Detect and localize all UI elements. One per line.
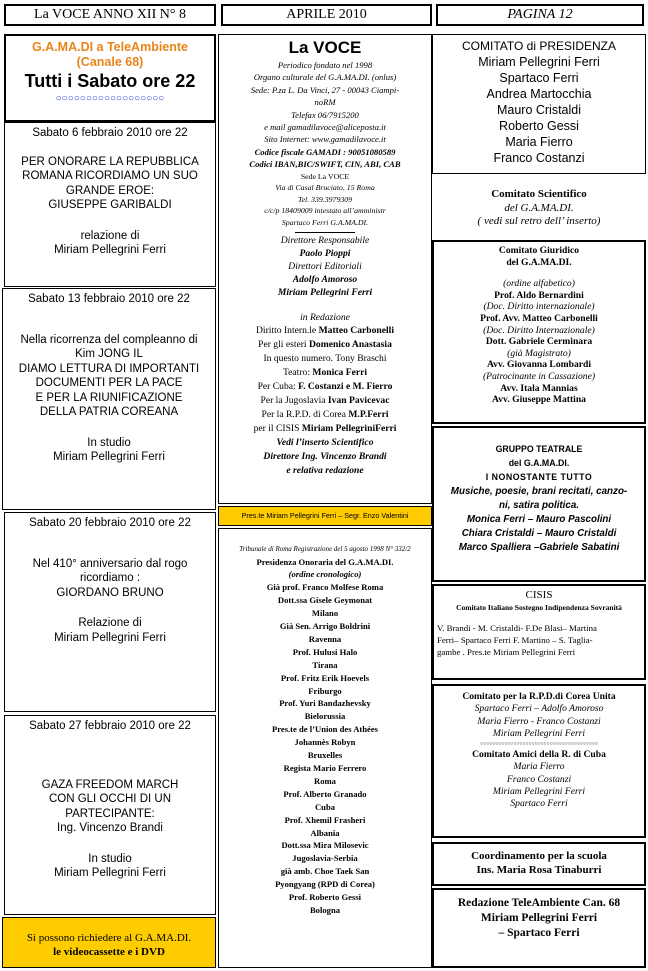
honorary-member: Dott.ssa Gisele Geymonat [277,595,373,606]
director-name: Paolo Pioppi [299,247,351,259]
event-presenter: Miriam Pellegrini Ferri [54,867,166,879]
member: Domenico Anastasia [309,338,392,350]
event-note: In studio [87,436,131,449]
member: Miriam PellegriniFerri [301,422,397,434]
event-note: Relazione di [78,617,142,629]
event-line: DELLA PATRIA COREANA [39,406,179,418]
teatro-desc: Musiche, poesie, brani recitati, canzo- [450,485,628,497]
redazione-item [219,394,431,408]
honorary-member: Già Sen. Arrigo Boldrini [279,621,371,632]
role: Per la Jugoslavia [260,394,328,406]
divider [295,232,355,233]
scientifico-line: ( vedi sul retro dell’ inserto) [477,215,601,227]
honorary-city: Cuba [314,801,336,812]
event-date: Sabato 20 febbraio 2010 ore 22 [29,517,191,529]
honorary-city: Pyongyang (RPD di Corea) [275,879,375,890]
cisis-box [432,584,646,680]
promo-channel: (Canale 68) [76,55,144,69]
editor-name: Miriam Pellegrini Ferri [277,286,373,298]
date-label: APRILE 2010 [286,7,367,22]
honorary-member: Prof. Fritz Erik Hoevels [280,672,370,683]
giuridico-note: (già Magistrato) [507,347,571,359]
presidenza-member: Roberto Gessi [499,119,579,133]
cuba-member: Franco Costanzi [506,773,572,785]
giuridico-member: Avv. Giovanna Lombardi [486,359,592,371]
event-presenter: Miriam Pellegrini Ferri [54,631,166,644]
event-4 [4,715,216,915]
cisis-members: Ferri– Spartaco Ferri F. Martino – S. Taglia- [437,635,593,645]
cisis-subtitle: Comitato Italiano Sostegno Indipendenza Sovranità [456,603,622,612]
promo-schedule: Tutti i Sabato ore 22 [24,71,196,91]
presidenza-box [432,34,646,174]
giuridico-title: del G.A.MA.DI. [506,256,572,268]
redazione-item [219,380,431,394]
scuola-title: Coordinamento per la scuola [471,850,607,862]
scientifico-line: del G.A.MA.DI. [504,201,574,214]
event-line: ricordiamo : [79,572,141,584]
editor-name: Adolfo Amoroso [292,273,358,285]
promo-title: G.A.MA.DI a TeleAmbiente [31,40,189,54]
honorary-member: Prof. Yuri Bandazhevsky [279,698,371,709]
honorary-member: Prof. Hulusi Halo [292,646,358,657]
honorary-city: Jugoslavia-Serbia [292,853,358,864]
event-presenter: Miriam Pellegrini Ferri [53,451,165,463]
giuridico-title: Comitato Giuridico [498,245,580,256]
event-line: GAZA FREEDOM MARCH [41,778,179,791]
redazione-item [219,422,431,436]
redazione-item [219,324,431,338]
honorary-city: Bruxelles [307,750,343,761]
giuridico-box [432,240,646,424]
masthead-fiscal-code: Codice fiscale GAMADI : 90051080589 [254,146,396,157]
role: Teatro: [282,366,313,378]
scientific-note: Vedi l’inserto Scientifico [276,436,374,448]
teatro-members: Monica Ferri – Mauro Pascolini [466,514,612,526]
tribunale-registration: Tribunale di Roma Registrazione del 5 agosto 1998 N° 332/2 [239,545,411,553]
masthead-info: Tel. 339.3979309 [297,194,353,204]
redazione-item [219,408,431,422]
header-page [436,4,644,26]
masthead-title: La VOCE [288,38,362,57]
honorary-city: Roma [314,775,336,786]
event-line: PER ONORARE LA REPUBBLICA [21,155,199,168]
video-footer-line1: Si possono richiedere al G.A.MA.DI. [26,932,192,944]
teatro-members: Marco Spalliera –Gabriele Sabatini [458,542,620,554]
event-line: ROMANA RICORDIAMO UN SUO [22,170,198,182]
presidenza-member: Maria Fierro [505,135,573,149]
director-label: Direttore Responsabile [280,234,370,246]
masthead-info: c/c/p 18409009 intestato all’amministr [264,206,386,216]
cisis-members: V. Brandi - M. Cristaldi- F.De Blasi– Martina [437,623,597,633]
redazione-tv-title: Redazione TeleAmbiente Can. 68 [457,897,621,909]
redazione-label: in Redazione [300,311,350,323]
cisis-title: CISIS [525,589,553,601]
event-line: Ing. Vincenzo Brandi [57,822,163,834]
scientific-note: e relativa redazione [286,464,364,476]
teatro-box [432,426,646,582]
event-note: In studio [88,852,132,865]
event-date: Sabato 27 febbraio 2010 ore 22 [29,720,191,732]
event-line: GRANDE EROE: [65,184,155,197]
corea-title: Comitato per la R.P.D.di Corea Unita [462,691,616,702]
giuridico-member: Prof. Avv. Matteo Carbonelli [480,312,598,324]
redazione-item [219,366,431,380]
teatro-name: I NONOSTANTE TUTTO [485,472,593,483]
event-2 [2,288,216,510]
honorary-box [218,528,432,968]
cisis-members: gambe . Pres.te Miriam Pellegrini Ferri [437,647,576,657]
cuba-member: Maria Fierro [513,761,565,773]
event-line: CON GLI OCCHI DI UN [48,793,172,805]
video-footer-line2: le videocassette e i DVD [53,946,165,958]
honorary-city: Tirana [312,659,338,670]
redazione-tv-member: Miriam Pellegrini Ferri [480,912,598,924]
teatro-title: GRUPPO TEATRALE [495,444,583,454]
scientifico-box [432,188,646,229]
member: Monica Ferri [312,366,368,378]
redazione-tv-member: – Spartaco Ferri [498,927,580,939]
honorary-order: (ordine cronologico) [288,569,362,580]
honorary-member: Pres.te de l’Union des Athées [271,724,379,735]
cuba-member: Spartaco Ferri [510,798,568,810]
presidenza-member: Miriam Pellegrini Ferri [478,55,600,69]
masthead-info: Spartaco Ferri G.A.MA.DI. [281,218,369,228]
honorary-city: Bologna [309,904,341,915]
event-line: GIUSEPPE GARIBALDI [48,199,172,211]
honorary-city: Friburgo [308,685,342,696]
event-date: Sabato 13 febbraio 2010 ore 22 [28,293,190,305]
masthead-website: Sito Internet: www.gamadilavoce.it [264,134,386,145]
president-bar [218,506,432,526]
honorary-member: Già prof. Franco Molfese Roma [266,582,384,593]
role: Diritto Intern.le [255,324,319,336]
event-line: PARTECIPANTE: [65,807,155,820]
member: Ivan Pavicevac [327,394,390,406]
honorary-member: Regista Mario Ferrero [283,763,367,773]
giuridico-member: Avv. Itala Mannias [500,382,578,394]
page-label: PAGINA 12 [507,7,573,22]
masthead-info: Organo culturale del G.A.MA.DI. (onlus) [253,72,397,83]
video-footer [2,917,216,968]
teatro-members: Chiara Cristaldi – Mauro Cristaldi [461,528,617,540]
masthead-info: Periodico fondato nel 1998 [277,60,373,70]
cuba-member: Miriam Pellegrini Ferri [492,786,586,798]
giuridico-member: Prof. Aldo Bernardini [494,289,584,301]
event-line: Nel 410° anniversario dal rogo [32,557,188,570]
honorary-title: Presidenza Onoraria del G.A.MA.DI. [256,556,394,567]
presidenza-title: COMITATO di PRESIDENZA [461,39,617,53]
teatro-title: del G.A.MA.DI. [508,458,570,469]
separator-dots: ○○○○○○○○○○○○○○○○○○○○○○○○○○○○○○○○○○○○○○○ [480,742,598,748]
redazione-item [219,338,431,352]
role: Per la R.P.D. di Corea [261,408,349,420]
event-date: Sabato 6 febbraio 2010 ore 22 [32,127,188,139]
event-line: DIAMO LETTURA DI IMPORTANTI [18,362,200,375]
masthead-bank-codes: Codici IBAN,BIC/SWIFT, CIN, ABI, CAB [249,159,401,170]
giuridico-note: (Doc. Diritto internazionale) [483,301,595,313]
header-date [221,4,432,26]
role: In questo numero. Tony Braschi [263,352,387,364]
event-1 [4,122,216,287]
masthead-info: Sede: P.za L. Da Vinci, 27 - 00043 Ciampi- [250,84,400,95]
giuridico-member: Avv. Giuseppe Mattina [492,394,586,406]
honorary-member: Johannès Robyn [294,737,356,748]
member: Matteo Carbonelli [318,324,394,336]
promo-dots: ○○○○○○○○○○○○○○○○○○ [55,93,165,104]
honorary-city: Bielorussia [304,711,346,722]
president-secretary: Pres.te Miriam Pellegrini Ferri – Segr. Enzo Valentini [241,511,409,520]
masthead-info: Via di Casal Bruciato, 15 Roma [275,183,375,193]
presidenza-member: Spartaco Ferri [499,71,579,85]
role: Per gli esteri [258,338,309,350]
event-note: relazione di [80,229,140,242]
event-line: GIORDANO BRUNO [56,586,164,599]
masthead-info: Telefax 06/7915200 [291,109,359,120]
header-issue [4,4,216,26]
presidenza-member: Mauro Cristaldi [496,103,582,117]
giuridico-note: (Doc. Diritto Internazionale) [483,324,595,336]
role: per il CISIS [253,422,302,434]
honorary-city: Ravenna [308,633,342,644]
event-line: DOCUMENTI PER LA PACE [35,377,183,389]
promo-box [4,34,216,122]
corea-box [432,684,646,838]
honorary-member: Dott.ssa Mira Milosevic [281,840,369,851]
scientifico-title: Comitato Scientifico [491,188,587,200]
event-line: E PER LA RIUNIFICAZIONE [35,391,183,404]
presidenza-member: Franco Costanzi [493,151,585,165]
teatro-desc: ni, satira politica. [498,499,580,511]
giuridico-order: (ordine alfabetico) [503,278,575,290]
event-presenter: Miriam Pellegrini Ferri [54,244,166,256]
member: F. Costanzi e M. Fierro [298,380,393,392]
honorary-member: già amb. Choe Taek San [280,866,370,877]
scientific-director: Direttore Ing. Vincenzo Brandi [263,450,387,462]
redazione-item [219,352,431,366]
masthead-info: noRM [314,97,336,108]
event-line: Nella ricorrenza del compleanno di [20,333,198,346]
member: M.P.Ferri [348,408,389,420]
masthead-email: e mail gamadilavoce@aliceposta.it [264,122,386,133]
giuridico-note: (Patrocinante in Cassazione) [482,370,596,382]
presidenza-member: Andrea Martocchia [486,87,592,101]
masthead-box [218,34,432,504]
honorary-member: Prof. Roberto Gessi [288,892,362,903]
corea-member: Spartaco Ferri – Adolfo Amoroso [474,703,604,715]
corea-member: Miriam Pellegrini Ferri [492,727,586,739]
masthead-info: Sede La VOCE [300,171,350,181]
cuba-title: Comitato Amici della R. di Cuba [472,749,606,761]
honorary-city: Albania [310,827,340,838]
redazione-tv-box [432,888,646,968]
scuola-coordinator: Ins. Maria Rosa Tinaburri [476,864,602,876]
corea-member: Maria Fierro - Franco Costanzi [477,715,601,727]
issue-label: La VOCE ANNO XII N° 8 [34,7,186,22]
scuola-box [432,842,646,886]
event-3 [4,512,216,712]
giuridico-member: Dott. Gabriele Cerminara [485,336,593,348]
honorary-member: Prof. Xhemil Frasheri [284,814,366,825]
event-line: Kim JONG IL [75,348,143,360]
honorary-city: Milano [311,608,339,619]
editors-label: Direttori Editoriali [288,260,362,272]
role: Per Cuba: [257,380,299,392]
honorary-member: Prof. Alberto Granado [283,788,367,799]
